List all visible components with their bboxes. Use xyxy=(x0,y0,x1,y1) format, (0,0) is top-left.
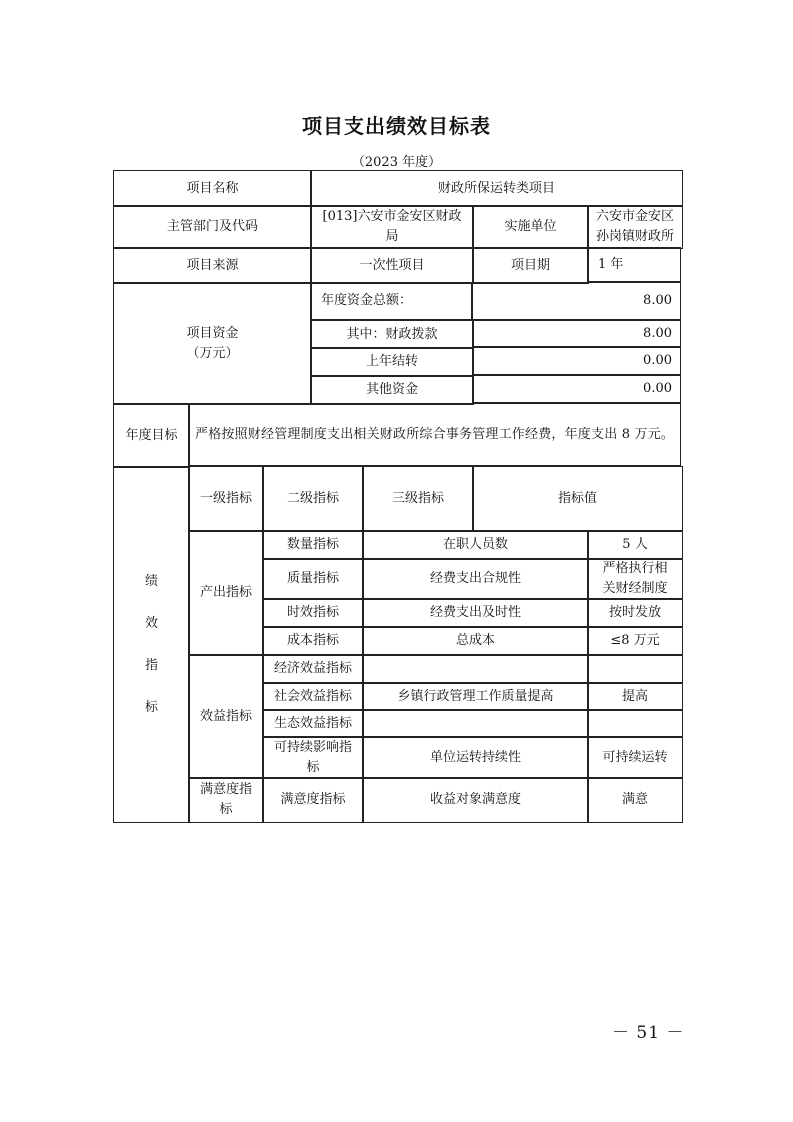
fund-other-label: 其他资金 xyxy=(310,375,474,405)
output-quantity-level2: 数量指标 xyxy=(262,530,364,560)
output-quality-value xyxy=(587,558,683,600)
benefit-sustainable-level2 xyxy=(262,736,364,779)
benefit-ecological-level2: 生态效益指标 xyxy=(262,709,364,738)
output-timeliness-value: 按时发放 xyxy=(587,598,683,628)
benefit-social-level3: 乡镇行政管理工作质量提高 xyxy=(362,682,589,711)
satisfaction-level1 xyxy=(188,777,264,823)
fund-carryover-value: 0.00 xyxy=(472,347,681,375)
output-cost-level2: 成本指标 xyxy=(262,626,364,656)
benefit-social-level2: 社会效益指标 xyxy=(262,682,364,711)
fund-carryover-label: 上年结转 xyxy=(310,347,474,377)
satisfaction-level1-line1: 满意度指 xyxy=(199,782,252,797)
impl-unit-value-line1: 六安市金安区 xyxy=(595,209,674,224)
dept-code-label: 主管部门及代码 xyxy=(113,205,312,249)
output-quality-value-line1: 严格执行相 xyxy=(602,561,668,576)
project-name-label: 项目名称 xyxy=(113,170,312,207)
fund-fiscal-value: 8.00 xyxy=(472,320,681,347)
project-source-label: 项目来源 xyxy=(113,247,312,284)
benefit-economic-level2: 经济效益指标 xyxy=(262,654,364,684)
satisfaction-value: 满意 xyxy=(587,777,683,823)
output-cost-value: ≤8 万元 xyxy=(587,626,683,656)
satisfaction-level3: 收益对象满意度 xyxy=(362,777,589,823)
benefit-sustainable-level2-line2: 标 xyxy=(306,759,320,775)
output-level1: 产出指标 xyxy=(188,530,264,656)
benefit-sustainable-level3: 单位运转持续性 xyxy=(362,736,589,779)
project-period-label: 项目期 xyxy=(472,247,589,284)
header-value: 指标值 xyxy=(472,466,683,532)
fund-total-value: 8.00 xyxy=(472,282,681,320)
project-source-value: 一次性项目 xyxy=(310,247,474,284)
fund-fiscal-label: 其中：财政拨款 xyxy=(310,320,474,349)
output-quantity-level3: 在职人员数 xyxy=(362,530,589,560)
benefit-economic-value xyxy=(587,654,683,684)
fund-total-label: 年度资金总额： xyxy=(310,282,472,320)
project-funds-label-line2: （万元） xyxy=(186,345,239,361)
impl-unit-value-line2: 孙岗镇财政所 xyxy=(595,229,674,244)
header-level2: 二级指标 xyxy=(262,466,364,532)
year-label: （2023 年度） xyxy=(351,155,442,170)
performance-char-3: 指 xyxy=(144,657,158,673)
project-funds-label-line1: 项目资金 xyxy=(186,325,239,341)
benefit-sustainable-value: 可持续运转 xyxy=(587,736,683,779)
annual-goal-text: 严格按照财经管理制度支出相关财政所综合事务管理工作经费，年度支出 8 万元。 xyxy=(188,403,681,466)
header-level3: 三级指标 xyxy=(362,466,474,532)
performance-char-1: 绩 xyxy=(144,573,158,589)
performance-char-4: 标 xyxy=(144,699,158,715)
output-quality-value-line2: 关财经制度 xyxy=(602,581,668,596)
performance-indicators-label xyxy=(113,466,190,823)
output-quality-level3: 经费支出合规性 xyxy=(362,558,589,600)
header-level1: 一级指标 xyxy=(188,466,264,532)
project-period-value: 1 年 xyxy=(587,247,681,282)
dept-code-value-line1: [013]六安市金安区财政 xyxy=(322,209,462,224)
benefit-ecological-value xyxy=(587,709,683,738)
page-title: 项目支出绩效目标表 xyxy=(302,114,491,138)
benefit-economic-level3 xyxy=(362,654,589,684)
output-cost-level3: 总成本 xyxy=(362,626,589,656)
dept-code-value xyxy=(310,205,474,249)
output-timeliness-level2: 时效指标 xyxy=(262,598,364,628)
benefit-sustainable-level2-line1: 可持续影响指 xyxy=(273,739,352,755)
benefit-level1: 效益指标 xyxy=(188,654,264,779)
project-funds-label xyxy=(113,282,312,405)
output-quantity-value: 5 人 xyxy=(587,530,683,560)
performance-char-2: 效 xyxy=(144,615,158,631)
output-quality-level2: 质量指标 xyxy=(262,558,364,600)
satisfaction-level1-line2: 标 xyxy=(219,802,233,817)
fund-other-value: 0.00 xyxy=(472,375,681,403)
dept-code-value-line2: 局 xyxy=(385,229,399,244)
satisfaction-level2: 满意度指标 xyxy=(262,777,364,823)
benefit-ecological-level3 xyxy=(362,709,589,738)
benefit-social-value: 提高 xyxy=(587,682,683,711)
output-timeliness-level3: 经费支出及时性 xyxy=(362,598,589,628)
impl-unit-value xyxy=(587,205,683,249)
page-number: － 51 － xyxy=(612,1023,685,1043)
impl-unit-label: 实施单位 xyxy=(472,205,589,249)
annual-goal-label: 年度目标 xyxy=(113,403,190,468)
project-name-value: 财政所保运转类项目 xyxy=(310,170,683,207)
